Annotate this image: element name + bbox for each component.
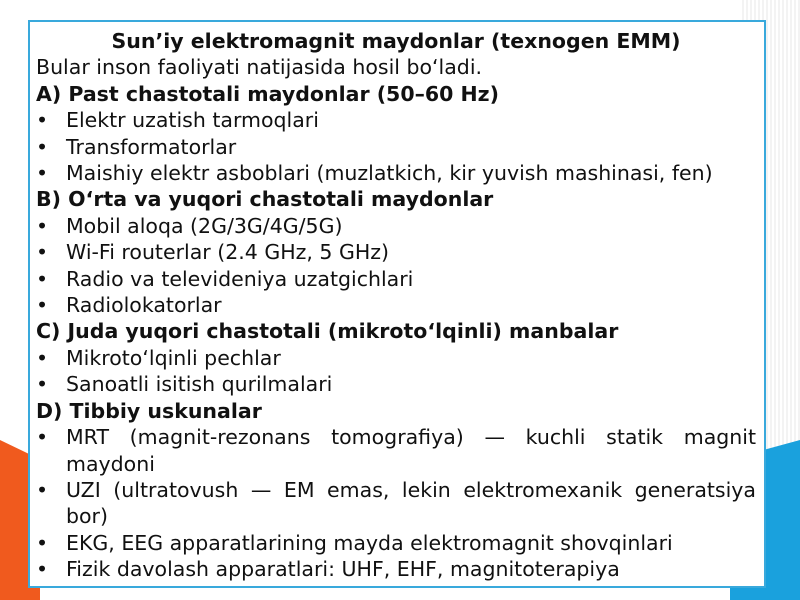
bullet-list: [36, 107, 756, 186]
list-item: • EKG, EEG apparatlarining mayda elektromagnit shovqinlari: [36, 530, 756, 556]
list-item: • Fizik davolash apparatlari: UHF, EHF, magnitoterapiya: [36, 556, 756, 582]
bullet-list: [36, 213, 756, 319]
list-item: • Wi-Fi routerlar (2.4 GHz, 5 GHz): [36, 239, 756, 265]
section-heading: C) Juda yuqori chastotali (mikroto‘lqinli) manbalar: [36, 319, 619, 344]
list-item: • Elektr uzatish tarmoqlari: [36, 107, 756, 133]
section-b: [36, 186, 756, 318]
section-d: [36, 398, 756, 583]
section-heading: B) O‘rta va yuqori chastotali maydonlar: [36, 187, 494, 212]
content-card: [28, 20, 766, 588]
list-item: • UZI (ultratovush — EM emas, lekin elektromexanik generatsiya bor): [36, 477, 756, 530]
list-item: • MRT (magnit-rezonans tomografiya) — kuchli statik magnit maydoni: [36, 424, 756, 477]
section-heading: D) Tibbiy uskunalar: [36, 398, 262, 423]
section-heading: A) Past chastotali maydonlar (50–60 Hz): [36, 81, 499, 106]
section-c: [36, 318, 756, 397]
list-item: • Radio va televideniya uzatgichlari: [36, 266, 756, 292]
list-item: • Mobil aloqa (2G/3G/4G/5G): [36, 213, 756, 239]
section-a: [36, 81, 756, 187]
bullet-list: [36, 345, 756, 398]
list-item: • Transformatorlar: [36, 134, 756, 160]
list-item: • Maishiy elektr asboblari (muzlatkich, kir yuvish mashinasi, fen): [36, 160, 756, 186]
bullet-list: [36, 424, 756, 582]
list-item: • Mikroto‘lqinli pechlar: [36, 345, 756, 371]
slide-title: Sun’iy elektromagnit maydonlar (texnogen EMM): [111, 29, 681, 53]
list-item: • Radiolokatorlar: [36, 292, 756, 318]
intro-text: Bular inson faoliyati natijasida hosil bo‘ladi.: [36, 55, 483, 80]
list-item: • Sanoatli isitish qurilmalari: [36, 371, 756, 397]
